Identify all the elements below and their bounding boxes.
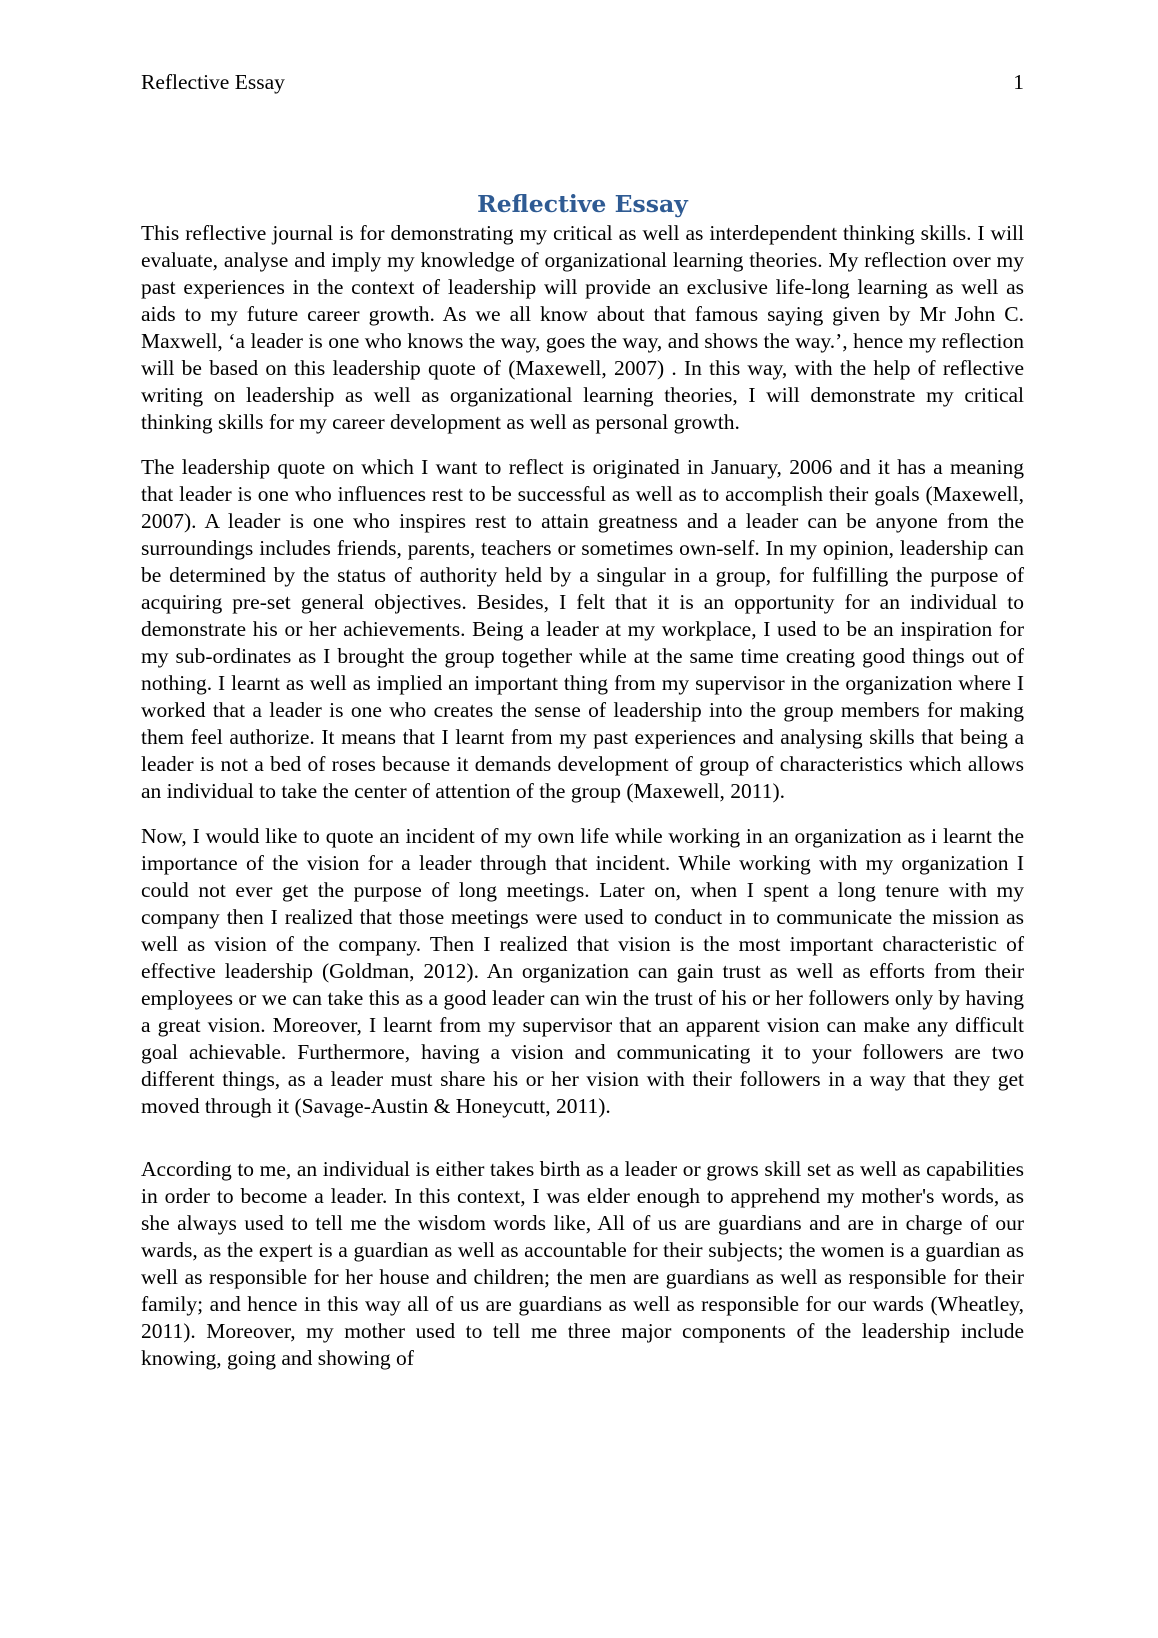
paragraph-leadership-quote: The leadership quote on which I want to reflect is originated in January, 2006 and it has a meaning that leader is one who influences rest to be successful as well as to accomplish their goals (Maxewell, 2007). A leader is one who inspires rest to attain greatness and a leader can be anyone from the surroundings includes friends, parents, teachers or sometimes own-self. In my opinion, leadership can be determined by the status of authority held by a singular in a group, for fulfilling the purpose of acquiring pre-set general objectives. Besides, I felt that it is an opportunity for an individual to demonstrate his or her achievements. Being a leader at my workplace, I used to be an inspiration for my sub-ordinates as I brought the group together while at the same time creating good things out of nothing. I learnt as well as implied an important thing from my supervisor in the organization where I worked that a leader is one who creates the sense of leadership into the group members for making them feel authorize. It means that I learnt from my past experiences and analysing skills that being a leader is not a bed of roses because it demands development of group of characteristics which allows an individual to take the center of attention of the group (Maxewell, 2011). (141, 455, 1024, 803)
essay-title: Reflective Essay (477, 190, 688, 218)
paragraph-vision-incident: Now, I would like to quote an incident of my own life while working in an organization as i learnt the importance of the vision for a leader through that incident. While working with my organization I could not ever get the purpose of long meetings. Later on, when I spent a long tenure with my company then I realized that those meetings were used to conduct in to communicate the mission as well as vision of the company. Then I realized that vision is the most important characteristic of effective leadership (Goldman, 2012). An organization can gain trust as well as efforts from their employees or we can take this as a good leader can win the trust of his or her followers only by having a great vision. Moreover, I learnt from my supervisor that an apparent vision can make any difficult goal achievable. Furthermore, having a vision and communicating it to your followers are two different things, as a leader must share his or her vision with their followers in a way that they get moved through it (Savage-Austin & Honeycutt, 2011). (141, 824, 1024, 1118)
document-body (141, 188, 1024, 1390)
page-number: 1 (1013, 70, 1024, 94)
paragraph-guardians: According to me, an individual is either takes birth as a leader or grows skill set as well as capabilities in order to become a leader. In this context, I was elder enough to apprehend my mother's words, as she always used to tell me the wisdom words like, All of us are guardians and are in charge of our wards, as the expert is a guardian as well as accountable for their subjects; the women is a guardian as well as responsible for her house and children; the men are guardians as well as responsible for their family; and hence in this way all of us are guardians as well as responsible for our wards (Wheatley, 2011). Moreover, my mother used to tell me three major components of the leadership include knowing, going and showing of (141, 1157, 1024, 1370)
paragraph-introduction: This reflective journal is for demonstrating my critical as well as interdependent thinking skills. I will evaluate, analyse and imply my knowledge of organizational learning theories. My reflection over my past experiences in the context of leadership will provide an exclusive life-long learning as well as aids to my future career growth. As we all know about that famous saying given by Mr John C. Maxwell, ‘a leader is one who knows the way, goes the way, and shows the way.’, hence my reflection will be based on this leadership quote of (Maxewell, 2007) . In this way, with the help of reflective writing on leadership as well as organizational learning theories, I will demonstrate my critical thinking skills for my career development as well as personal growth. (141, 221, 1024, 434)
running-head-title: Reflective Essay (141, 70, 285, 94)
